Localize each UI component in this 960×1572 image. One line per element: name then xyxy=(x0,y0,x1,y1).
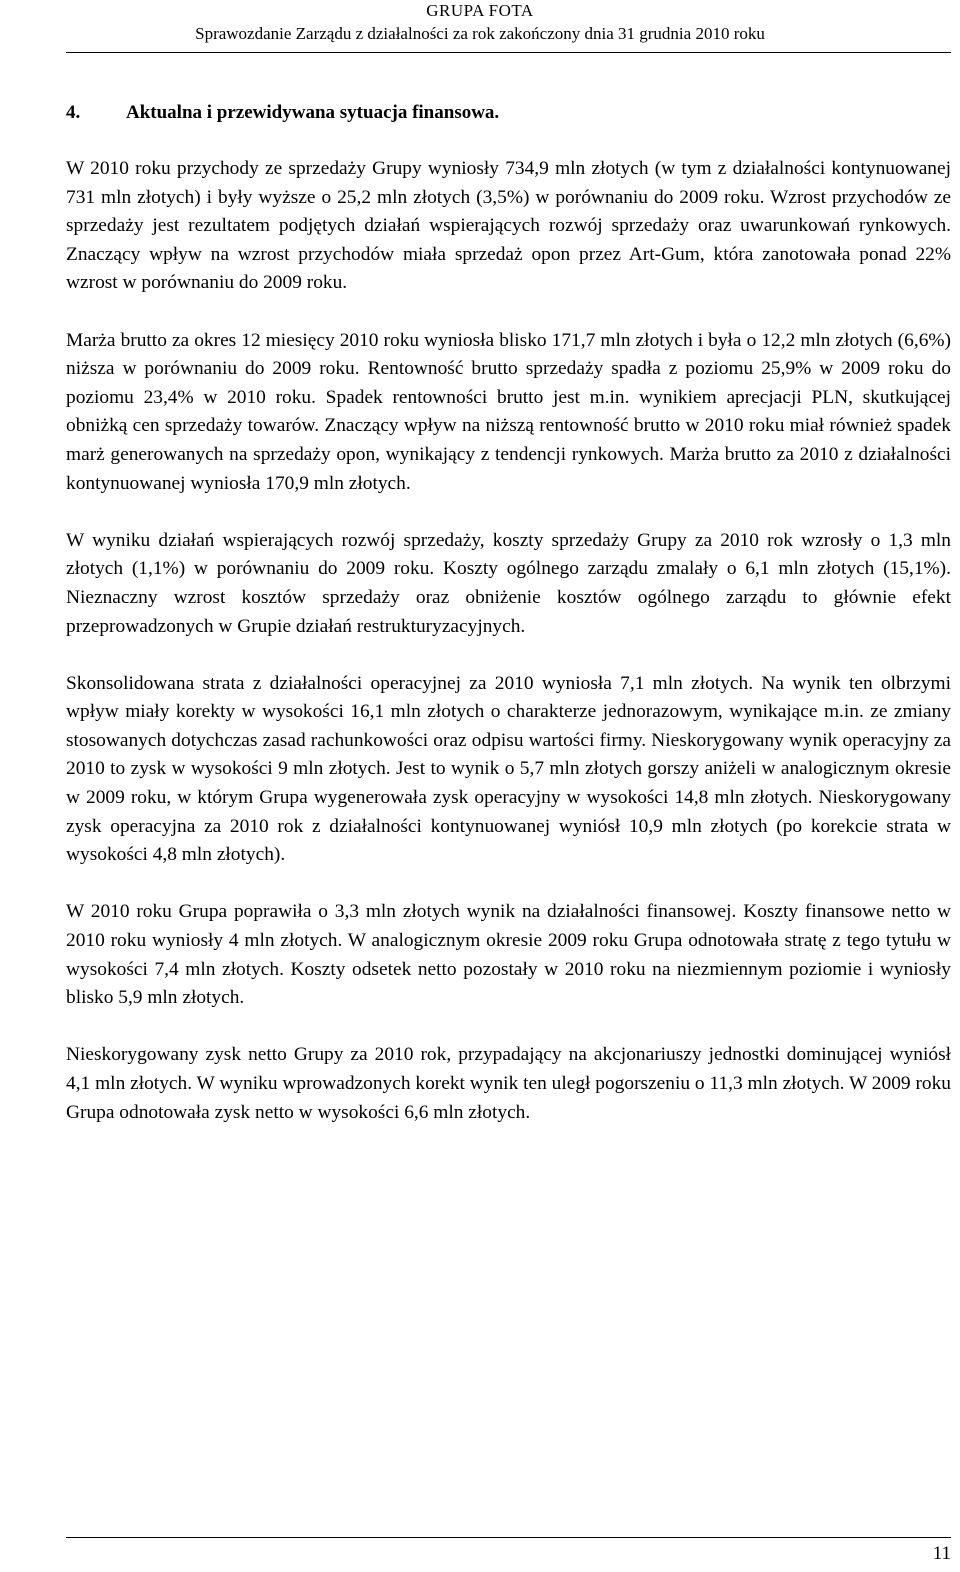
page-number: 11 xyxy=(932,1543,951,1564)
paragraph-gross-margin: Marża brutto za okres 12 miesięcy 2010 roku wyniosła blisko 171,7 mln złotych i była o 12,2 mln złotych (6,6%) niższa w porównaniu do 2009 roku. Rentowność brutto sprzedaży spadła z poziomu 25,9% w 2009 roku do poziomu 23,4% w 2010 roku. Spadek rentowności brutto jest m.in. wynikiem aprecjacji PLN, skutkującej obniżką cen sprzedaży towarów. Znaczący wpływ na niższą rentowność brutto w 2010 roku miał również spadek marż generowanych na sprzedaży opon, wynikający z tendencji rynkowych. Marża brutto za 2010 z działalności kontynuowanej wyniosła 170,9 mln złotych. xyxy=(66,329,951,494)
footer-divider xyxy=(66,1537,951,1538)
header-report-title: Sprawozdanie Zarządu z działalności za rok zakończony dnia 31 grudnia 2010 roku xyxy=(195,24,765,43)
paragraph-financial-result: W 2010 roku Grupa poprawiła o 3,3 mln złotych wynik na działalności finansowej. Koszty finansowe netto w 2010 roku wyniosły 4 mln złotych. W analogicznym okresie 2009 roku Grupa odnotowała stratę z tego tytułu w wysokości 7,4 mln złotych. Koszty odsetek netto pozostały w 2010 roku na niezmiennym poziomie i wyniosły blisko 5,9 mln złotych. xyxy=(66,901,951,1009)
header-divider xyxy=(66,52,951,53)
section-number: 4. xyxy=(66,102,81,123)
paragraph-net-profit: Nieskorygowany zysk netto Grupy za 2010 rok, przypadający na akcjonariuszy jednostki dominującej wyniósł 4,1 mln złotych. W wyniku wprowadzonych korekt wynik ten uległ pogorszeniu o 11,3 mln złotych. W 2009 roku Grupa odnotowała zysk netto w wysokości 6,6 mln złotych. xyxy=(66,1044,951,1123)
page-header xyxy=(0,0,960,55)
paragraph-operating-result: Skonsolidowana strata z działalności operacyjnej za 2010 wyniosła 7,1 mln złotych. Na wynik ten olbrzymi wpływ miały korekty w wysokości 16,1 mln złotych o charakterze jednorazowym, wynikające m.in. ze zmiany stosowanych dotychczas zasad rachunkowości oraz odpisu wartości firmy. Nieskorygowany wynik operacyjny za 2010 to zysk w wysokości 9 mln złotych. Jest to wynik o 5,7 mln złotych gorszy aniżeli w analogicznym okresie w 2009 roku, w którym Grupa wygenerowała zysk operacyjny w wysokości 14,8 mln złotych. Nieskorygowany zysk operacyjna za 2010 rok z działalności kontynuowanej wyniósł 10,9 mln złotych (po korekcie strata w wysokości 4,8 mln złotych). xyxy=(66,672,951,866)
section-title: Aktualna i przewidywana sytuacja finansowa. xyxy=(126,102,500,123)
paragraph-costs: W wyniku działań wspierających rozwój sprzedaży, koszty sprzedaży Grupy za 2010 rok wzrosły o 1,3 mln złotych (1,1%) w porównaniu do 2009 roku. Koszty ogólnego zarządu zmalały o 6,1 mln złotych (15,1%). Nieznaczny wzrost kosztów sprzedaży oraz obniżenie kosztów ogólnego zarządu to głównie efekt przeprowadzonych w Grupie działań restrukturyzacyjnych. xyxy=(66,529,951,637)
document-body xyxy=(66,99,951,1156)
section-heading xyxy=(66,99,951,127)
paragraph-revenue: W 2010 roku przychody ze sprzedaży Grupy wyniosły 734,9 mln złotych (w tym z działalności kontynuowanej 731 mln złotych) i były wyższe o 25,2 mln złotych (3,5%) w porównaniu do 2009 roku. Wzrost przychodów ze sprzedaży jest rezultatem podjętych działań wspierających rozwój sprzedaży oraz uwarunkowań rynkowych. Znaczący wpływ na wzrost przychodów miała sprzedaż opon przez Art-Gum, która zanotowała ponad 22% wzrost w porównaniu do 2009 roku. xyxy=(66,158,951,294)
header-company-name: GRUPA FOTA xyxy=(426,1,534,20)
